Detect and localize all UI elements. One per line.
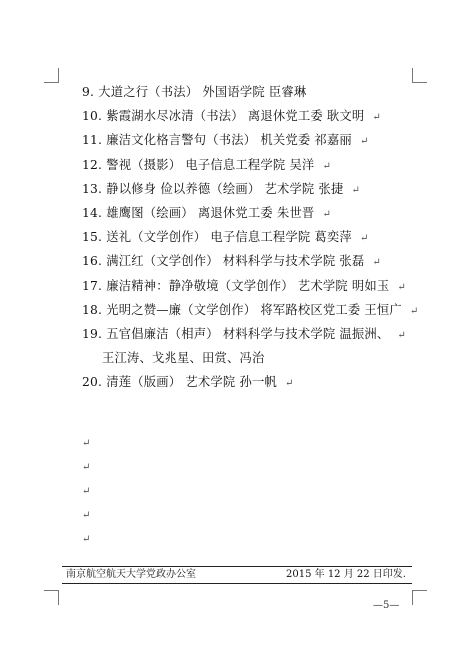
paragraph-mark: ↵ bbox=[322, 208, 332, 220]
list-item bbox=[82, 201, 427, 225]
list-item-text: 19. 五官倡廉洁（相声） 材料科学与技术学院 温振洲、 bbox=[82, 326, 390, 341]
paragraph-mark: ↵ bbox=[397, 281, 407, 293]
page-number: —5— bbox=[373, 600, 400, 611]
paragraph-mark: ↵ bbox=[372, 257, 382, 269]
margin-corner-mark bbox=[44, 68, 59, 83]
list-item-text: 10. 紫霞湖水尽冰清（书法） 离退休党工委 耿文明 bbox=[82, 109, 365, 124]
margin-corner-mark bbox=[44, 590, 59, 605]
list-item bbox=[82, 128, 427, 152]
list-item-text: 15. 送礼（文学创作） 电子信息工程学院 葛奕萍 bbox=[82, 230, 352, 245]
paragraph-mark: ↵ bbox=[372, 112, 382, 124]
list-item bbox=[82, 249, 427, 273]
list-item bbox=[82, 322, 427, 346]
empty-paragraph-mark: ↵ bbox=[82, 486, 91, 497]
list-item-text: 16. 满江红（文学创作） 材料科学与技术学院 张磊 bbox=[82, 254, 365, 269]
list-item bbox=[82, 153, 427, 177]
paragraph-mark: ↵ bbox=[351, 184, 361, 196]
award-list bbox=[82, 80, 427, 394]
list-item bbox=[82, 298, 427, 322]
list-item-continuation bbox=[82, 346, 427, 370]
list-item-text: 11. 廉洁文化格言警句（书法） 机关党委 祁嘉丽 bbox=[82, 133, 352, 148]
paragraph-mark: ↵ bbox=[359, 233, 369, 245]
list-item-text: 王江涛、戈兆星、田赏、冯治 bbox=[102, 351, 265, 366]
footer-rule-top bbox=[62, 566, 412, 567]
margin-corner-mark bbox=[412, 590, 427, 605]
paragraph-mark: ↵ bbox=[284, 378, 294, 390]
empty-paragraph-mark: ↵ bbox=[82, 462, 91, 473]
empty-paragraph-mark: ↵ bbox=[82, 534, 91, 545]
paragraph-mark: ↵ bbox=[397, 329, 407, 341]
list-item-text: 9. 大道之行（书法） 外国语学院 臣睿琳 bbox=[82, 85, 307, 99]
list-item bbox=[82, 177, 427, 201]
empty-paragraph-mark: ↵ bbox=[82, 438, 91, 449]
list-item-text: 18. 光明之赞—廉（文学创作） 将军路校区党工委 王恒广 bbox=[82, 302, 402, 317]
list-item bbox=[82, 104, 427, 128]
footer-rule-bottom bbox=[62, 583, 412, 584]
list-item-text: 13. 静以修身 俭以养德（绘画） 艺术学院 张捷 bbox=[82, 181, 344, 196]
document-footer bbox=[66, 568, 412, 582]
paragraph-mark: ↵ bbox=[322, 160, 332, 172]
list-item bbox=[82, 274, 427, 298]
list-item-text: 20. 清莲（版画） 艺术学院 孙一帆 bbox=[82, 375, 277, 390]
list-item bbox=[82, 225, 427, 249]
list-item-text: 17. 廉洁精神：静净敬境（文学创作） 艺术学院 明如玉 bbox=[82, 278, 390, 293]
list-item bbox=[82, 80, 427, 104]
list-item-text: 14. 雄鹰图（绘画） 离退休党工委 朱世晋 bbox=[82, 205, 315, 220]
issue-date: 2015 年 12 月 22 日印发. bbox=[286, 569, 406, 580]
empty-paragraph-mark: ↵ bbox=[82, 510, 91, 521]
paragraph-mark: ↵ bbox=[409, 305, 419, 317]
list-item-text: 12. 警视（摄影） 电子信息工程学院 吴洋 bbox=[82, 157, 315, 172]
paragraph-mark: ↵ bbox=[359, 136, 369, 148]
list-item bbox=[82, 370, 427, 394]
issuing-office: 南京航空航天大学党政办公室 bbox=[66, 569, 196, 580]
